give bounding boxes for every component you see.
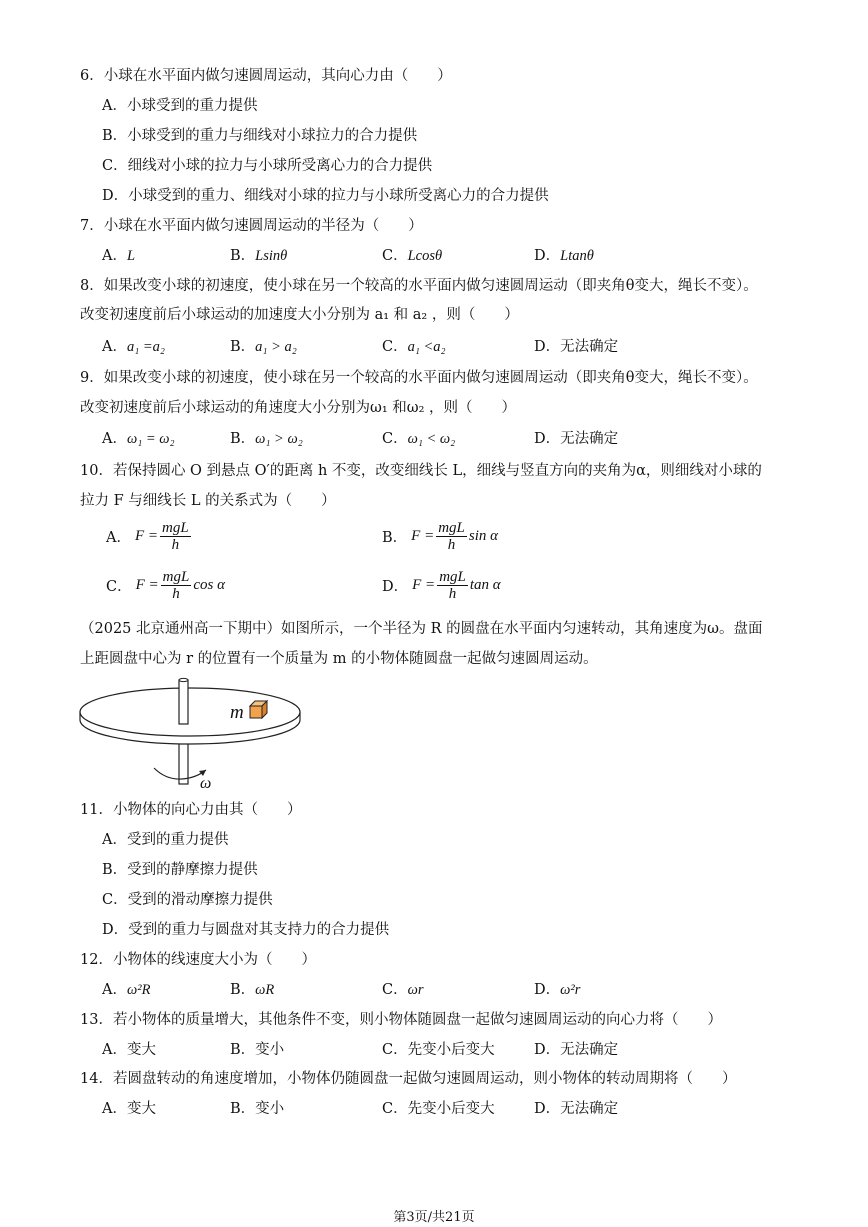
q11-option-d: D．受到的重力与圆盘对其支持力的合力提供: [102, 922, 390, 938]
q10-option-a: A． F = $\frac{\text{mgL}}{h}$: [106, 520, 189, 553]
q8-option-b: B．a₁ > a₂: [230, 339, 297, 355]
small-block: [250, 701, 267, 718]
question-8-stem-line2: 改变初速度前后小球运动的加速度大小分别为 a₁ 和 a₂ ，则（ ）: [80, 307, 519, 323]
q12-option-c: C．ωr: [382, 982, 424, 998]
axle-upper: [179, 680, 188, 724]
fraction: $\frac{\text{mgL}}{h}$: [438, 520, 465, 553]
q8-option-c: C．a₁ <a₂: [382, 339, 446, 355]
question-9-stem-line2: 改变初速度前后小球运动的角速度大小分别为ω₁ 和ω₂ ，则（ ）: [80, 400, 516, 416]
q12-option-d: D．ω²r: [534, 982, 581, 998]
fraction: $\frac{\text{mgL}}{h}$: [439, 569, 466, 602]
question-8-stem-line1: 8．如果改变小球的初速度，使小球在另一个较高的水平面内做匀速圆周运动（即夹角θ变大，绳长不变）。: [80, 278, 758, 294]
q13-option-b: B．变小: [230, 1042, 285, 1058]
question-7-stem: 7．小球在水平面内做匀速圆周运动的半径为（ ）: [80, 218, 423, 234]
question-10-stem-line2: 拉力 F 与细线长 L 的关系式为（ ）: [80, 493, 336, 509]
omega-label: ω: [200, 775, 212, 792]
q8-option-d: D．无法确定: [534, 339, 619, 355]
q7-option-c: C．Lcosθ: [382, 248, 443, 264]
fraction: $\frac{\text{mgL}}{h}$: [162, 569, 190, 602]
question-12-stem: 12．小物体的线速度大小为（ ）: [80, 952, 316, 968]
q10-option-d: D． F = $\frac{\text{mgL}}{h}$ tan α: [382, 569, 501, 602]
q11-option-b: B．受到的静摩擦力提供: [102, 862, 258, 878]
question-13-stem: 13．若小物体的质量增大，其他条件不变，则小物体随圆盘一起做匀速圆周运动的向心力将（ ）: [80, 1012, 722, 1028]
q6-option-c: C．细线对小球的拉力与小球所受离心力的合力提供: [102, 158, 433, 174]
rotating-disk-figure: [78, 676, 304, 792]
q14-option-d: D．无法确定: [534, 1101, 619, 1117]
q9-option-d: D．无法确定: [534, 431, 619, 447]
q14-option-c: C．先变小后变大: [382, 1101, 495, 1117]
q6-option-d: D．小球受到的重力、细线对小球的拉力与小球所受离心力的合力提供: [102, 188, 549, 204]
q13-option-c: C．先变小后变大: [382, 1042, 495, 1058]
q7-option-a: A．L: [102, 248, 136, 264]
q6-option-a: A．小球受到的重力提供: [102, 98, 258, 114]
q11-option-a: A．受到的重力提供: [102, 832, 229, 848]
q11-option-c: C．受到的滑动摩擦力提供: [102, 892, 273, 908]
page-number-footer: 第3页/共21页: [393, 1210, 475, 1225]
q10-option-b: B． F = $\frac{\text{mgL}}{h}$ sin α: [382, 520, 499, 553]
q12-option-a: A．ω²R: [102, 982, 151, 998]
question-14-stem: 14．若圆盘转动的角速度增加，小物体仍随圆盘一起做匀速圆周运动，则小物体的转动周期将（ ）: [80, 1071, 737, 1087]
passage-intro-line2: 上距圆盘中心为 r 的位置有一个质量为 m 的小物体随圆盘一起做匀速圆周运动。: [80, 651, 598, 667]
mass-label: m: [230, 702, 244, 723]
q6-option-b: B．小球受到的重力与细线对小球拉力的合力提供: [102, 128, 418, 144]
q10-option-c: C． F = $\frac{\text{mgL}}{h}$ cos α: [106, 569, 225, 602]
passage-intro-line1: （2025 北京通州高一下期中）如图所示，一个半径为 R 的圆盘在水平面内匀速转动，其角速度为ω。盘面: [80, 621, 763, 637]
q12-option-b: B．ωR: [230, 982, 275, 998]
q9-option-a: A．ω₁ = ω₂: [102, 431, 175, 447]
q13-option-a: A．变大: [102, 1042, 156, 1058]
q7-option-b: B．Lsinθ: [230, 248, 288, 264]
fraction: $\frac{\text{mgL}}{h}$: [162, 520, 189, 553]
question-10-stem-line1: 10．若保持圆心 O 到悬点 O′的距离 h 不变，改变细线长 L，细线与竖直方向的夹角为α，则细线对小球的: [80, 463, 762, 479]
question-11-stem: 11．小物体的向心力由其（ ）: [80, 802, 302, 818]
q9-option-b: B．ω₁ > ω₂: [230, 431, 303, 447]
q8-option-a: A．a₁ =a₂: [102, 339, 165, 355]
question-9-stem-line1: 9．如果改变小球的初速度，使小球在另一个较高的水平面内做匀速圆周运动（即夹角θ变大，绳长不变）。: [80, 370, 758, 386]
question-6-stem: 6．小球在水平面内做匀速圆周运动，其向心力由（ ）: [80, 68, 452, 84]
q14-option-b: B．变小: [230, 1101, 285, 1117]
q13-option-d: D．无法确定: [534, 1042, 619, 1058]
axle-lower: [179, 738, 188, 784]
q7-option-d: D．Ltanθ: [534, 248, 594, 264]
q9-option-c: C．ω₁ < ω₂: [382, 431, 456, 447]
q14-option-a: A．变大: [102, 1101, 156, 1117]
